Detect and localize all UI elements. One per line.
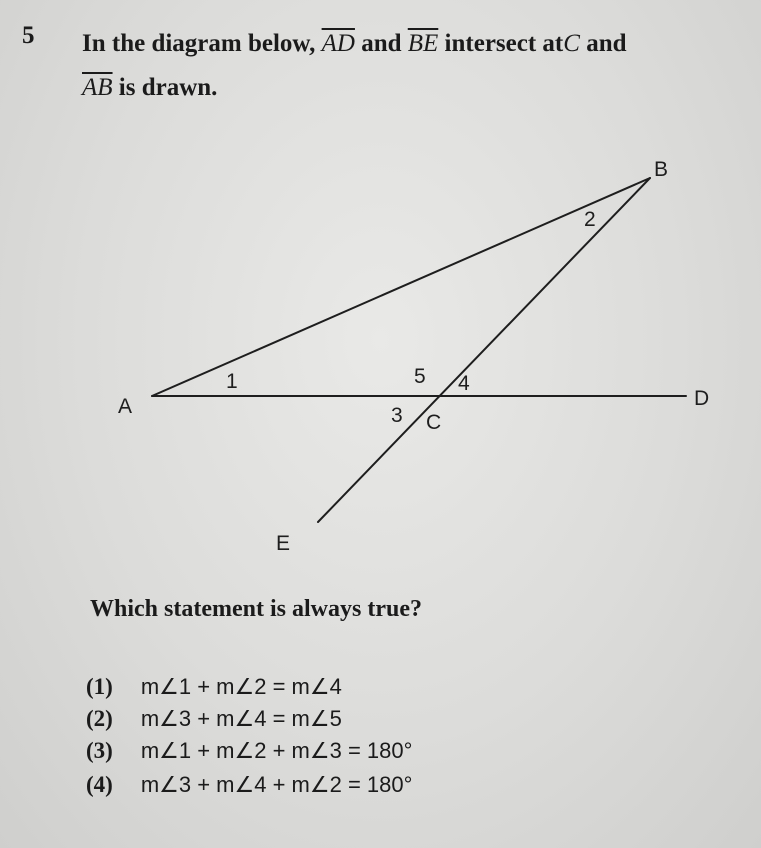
answer-choice-2[interactable]: [86, 706, 342, 732]
point-label-d: D: [694, 387, 710, 410]
question-number: 5: [22, 22, 35, 49]
angle-label-4: 4: [458, 372, 470, 395]
line-ab: [152, 178, 650, 396]
point-c-ref: C: [563, 30, 580, 57]
point-label-a: A: [118, 395, 133, 418]
segment-ad: $\overline{AD}$: [321, 30, 355, 57]
answer-choice-4[interactable]: [86, 772, 412, 798]
answer-choice-1[interactable]: [86, 674, 342, 700]
choice-expression: m∠3 + m∠4 + m∠2 = 180°: [140, 772, 413, 797]
stem-text: intersect at: [444, 30, 564, 57]
choice-label: (2): [86, 706, 113, 731]
point-label-b: B: [654, 158, 669, 181]
segment-be: $\overline{BE}$: [407, 30, 439, 57]
angle-label-2: 2: [584, 208, 596, 231]
choice-label: (3): [86, 738, 113, 763]
angle-label-1: 1: [226, 370, 238, 393]
line-be: [318, 178, 650, 522]
choice-expression: m∠1 + m∠2 + m∠3 = 180°: [140, 738, 413, 763]
angle-label-5: 5: [414, 365, 426, 388]
choice-label: (1): [86, 674, 113, 699]
stem-text: In the diagram below,: [82, 30, 316, 57]
segment-ab: $\overline{AB}$: [82, 74, 113, 101]
stem-text: and: [586, 30, 627, 57]
question-prompt: Which statement is always true?: [90, 596, 422, 622]
answer-choice-3[interactable]: [86, 738, 412, 764]
stem-text: is drawn.: [118, 74, 218, 101]
point-label-e: E: [276, 532, 291, 555]
angle-label-3: 3: [391, 404, 403, 427]
stem-text: and: [361, 30, 402, 57]
point-label-c: C: [426, 411, 442, 434]
choice-label: (4): [86, 772, 113, 797]
choice-expression: m∠1 + m∠2 = m∠4: [140, 674, 342, 699]
choice-expression: m∠3 + m∠4 = m∠5: [140, 706, 342, 731]
